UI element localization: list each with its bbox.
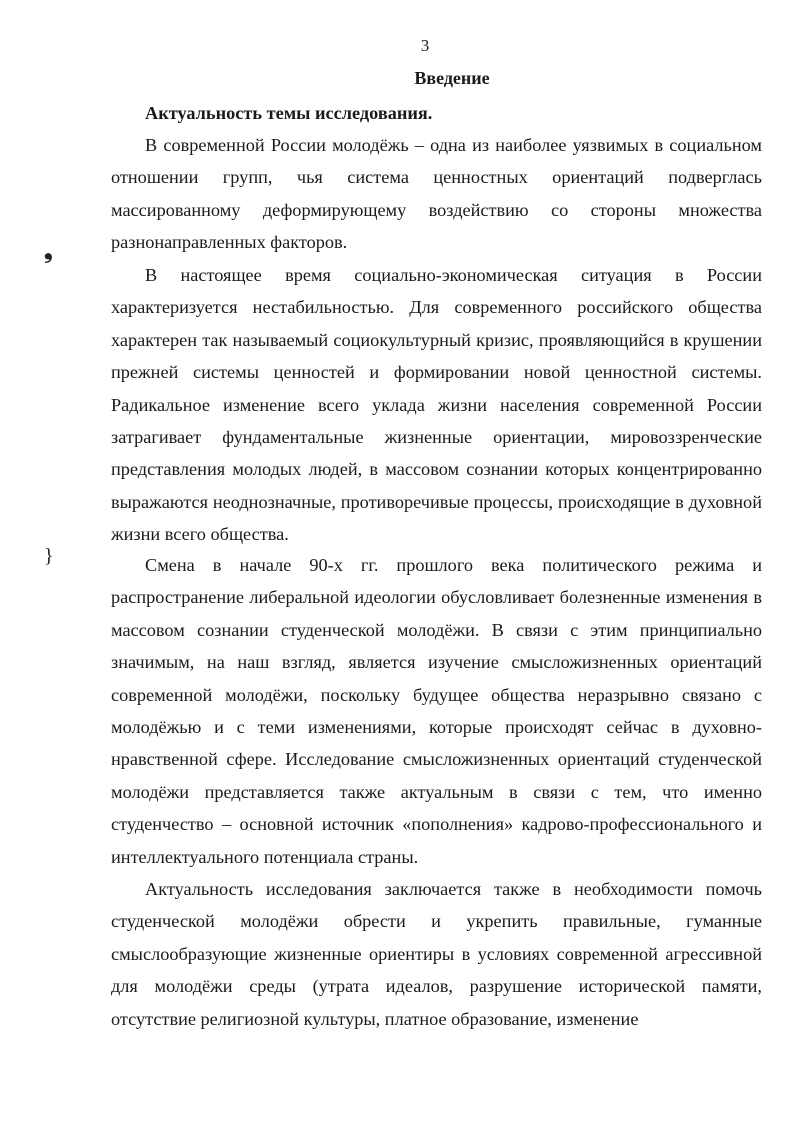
paragraph-4	[111, 873, 762, 1035]
margin-mark-2: }	[44, 545, 54, 567]
paragraph-2	[111, 259, 762, 551]
margin-mark-1: ❟	[44, 238, 53, 263]
paragraph-text: В настоящее время социально-экономическая ситуация в России характеризуется нестабильностью. Для современного российского общества характерен так называемый социокультурный кризис, проявляющийся в крушении прежней системы ценностей и формировании новой ценностной системы. Радикальное изменение всего уклада жизни населения современной России затрагивает фундаментальные жизненные ориентации, мировоззренческие представления молодых людей, в массовом сознании которых концентрированно выражаются неоднозначные, противоречивые процессы, происходящие в духовной жизни всего общества.	[111, 265, 762, 545]
paragraph-text: В современной России молодёжь – одна из наиболее уязвимых в социальном отношении групп, чья система ценностных ориентаций подверглась массированному деформирующему воздействию со стороны множества разнонаправленных факторов.	[111, 135, 762, 253]
paragraph-text: Смена в начале 90-х гг. прошлого века политического режима и распространение либеральной идеологии обусловливает болезненные изменения в массовом сознании студенческой молодёжи. В связи с этим принципиально значимым, на наш взгляд, является изучение смысложизненных ориентаций современной молодёжи, поскольку будущее общества неразрывно связано с молодёжью и с теми изменениями, которые происходят сейчас в духовно-нравственной сфере. Исследование смысложизненных ориентаций студенческой молодёжи представляется также актуальным в связи с тем, что именно студенчество – основной источник «пополнения» кадрово-профессионального и интеллектуального потенциала страны.	[111, 555, 762, 867]
page-number: 3	[420, 36, 430, 55]
page-title: Введение	[414, 68, 490, 88]
section-heading: Актуальность темы исследования.	[145, 103, 433, 123]
paragraph-1	[111, 129, 762, 259]
paragraph-3	[111, 549, 762, 873]
paragraph-text: Актуальность исследования заключается также в необходимости помочь студенческой молодёжи обрести и укрепить правильные, гуманные смыслообразующие жизненные ориентиры в условиях современной агрессивной для молодёжи среды (утрата идеалов, разрушение исторической памяти, отсутствие религиозной культуры, платное образование, изменение	[111, 879, 762, 1029]
